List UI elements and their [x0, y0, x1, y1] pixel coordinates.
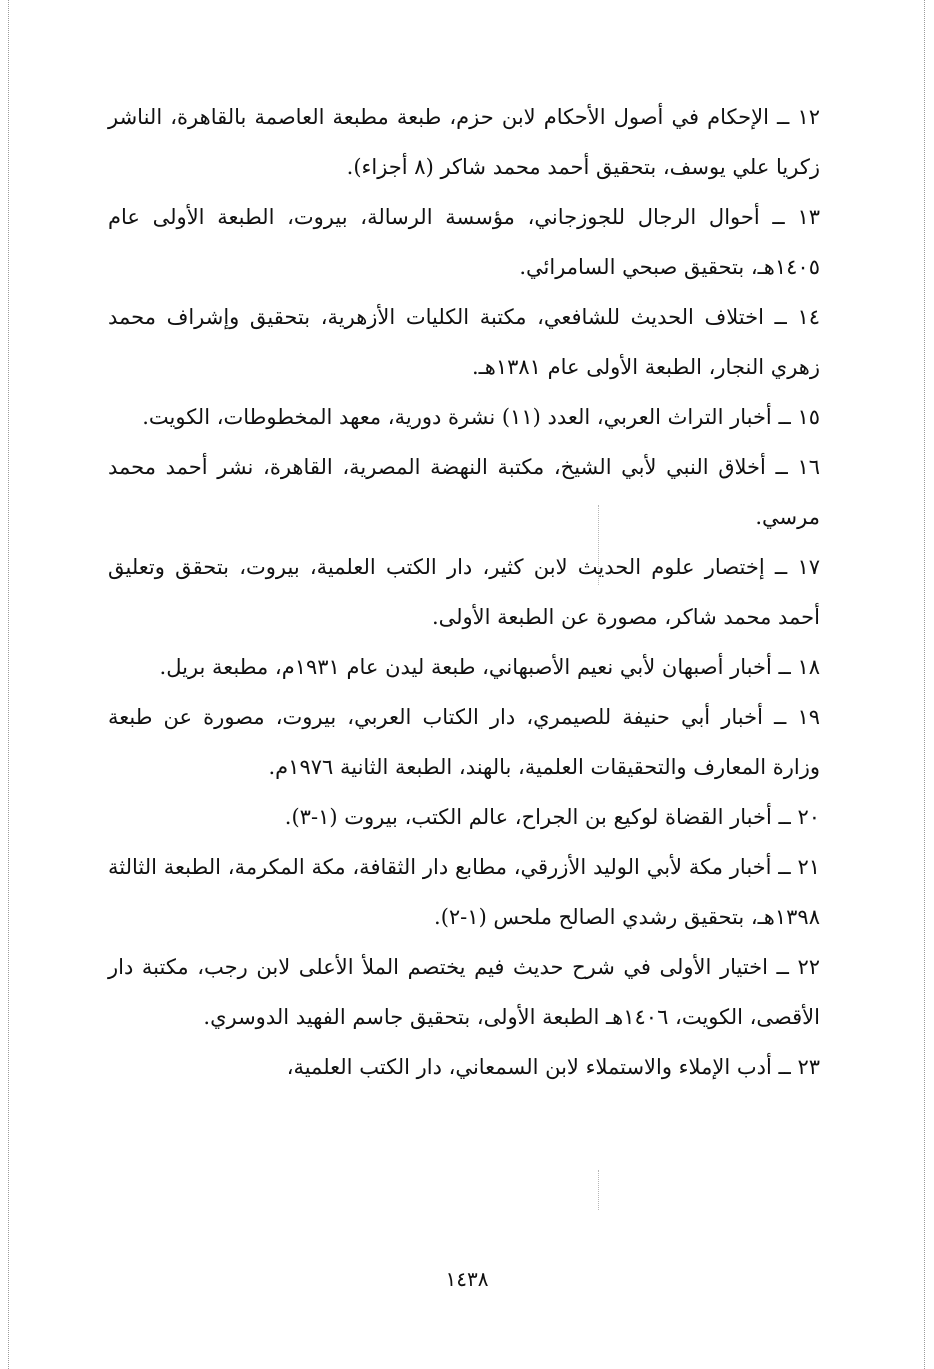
- bibliography-entry-18: ١٨ ــ أخبار أصبهان لأبي نعيم الأصبهاني، طبعة ليدن عام ١٩٣١م، مطبعة بريل.: [159, 655, 820, 679]
- bibliography-entry-16: ١٦ ــ أخلاق النبي لأبي الشيخ، مكتبة النهضة المصرية، القاهرة، نشر أحمد محمد مرسي.: [108, 455, 820, 529]
- scan-edge-left: [8, 0, 9, 1369]
- fold-mark-lower: [598, 1170, 599, 1210]
- bibliography-entry-14: ١٤ ــ اختلاف الحديث للشافعي، مكتبة الكليات الأزهرية، بتحقيق وإشراف محمد زهري النجار، الطبعة الأولى عام ١٣٨١هـ.: [108, 305, 820, 379]
- bibliography-entry-17: ١٧ ــ إختصار علوم الحديث لابن كثير، دار الكتب العلمية، بيروت، بتحقق وتعليق أحمد محمد شاكر، مصورة عن الطبعة الأولى.: [108, 555, 820, 629]
- page-number: ١٤٣٨: [445, 1267, 489, 1291]
- bibliography-entry-15: ١٥ ــ أخبار التراث العربي، العدد (١١) نشرة دورية، معهد المخطوطات، الكويت.: [142, 405, 820, 429]
- bibliography-list: [108, 92, 820, 1092]
- bibliography-entry-19: ١٩ ــ أخبار أبي حنيفة للصيمري، دار الكتاب العربي، بيروت، مصورة عن طبعة وزارة المعارف والتحقيقات العلمية، بالهند، الطبعة الثانية ١٩٧٦م.: [108, 705, 820, 779]
- bibliography-entry-22: ٢٢ ــ اختيار الأولى في شرح حديث فيم يختصم الملأ الأعلى لابن رجب، مكتبة دار الأقصى، الكويت، ١٤٠٦هـ الطبعة الأولى، بتحقيق جاسم الفهيد الدوسري.: [108, 955, 820, 1029]
- bibliography-entry-12: ١٢ ــ الإحكام في أصول الأحكام لابن حزم، طبعة مطبعة العاصمة بالقاهرة، الناشر زكريا علي يوسف، بتحقيق أحمد محمد شاكر (٨ أجزاء).: [108, 105, 820, 179]
- bibliography-entry-20: ٢٠ ــ أخبار القضاة لوكيع بن الجراح، عالم الكتب، بيروت (١-٣).: [284, 805, 820, 829]
- scan-edge-right: [924, 0, 925, 1369]
- bibliography-entry-23: ٢٣ ــ أدب الإملاء والاستملاء لابن السمعاني، دار الكتب العلمية،: [286, 1055, 820, 1079]
- bibliography-entry-21: ٢١ ــ أخبار مكة لأبي الوليد الأزرقي، مطابع دار الثقافة، مكة المكرمة، الطبعة الثالثة ١٣٩٨هـ، بتحقيق رشدي الصالح ملحس (١-٢).: [108, 855, 820, 929]
- bibliography-entry-13: ١٣ ــ أحوال الرجال للجوزجاني، مؤسسة الرسالة، بيروت، الطبعة الأولى عام ١٤٠٥هـ، بتحقيق صبحي السامرائي.: [108, 205, 820, 279]
